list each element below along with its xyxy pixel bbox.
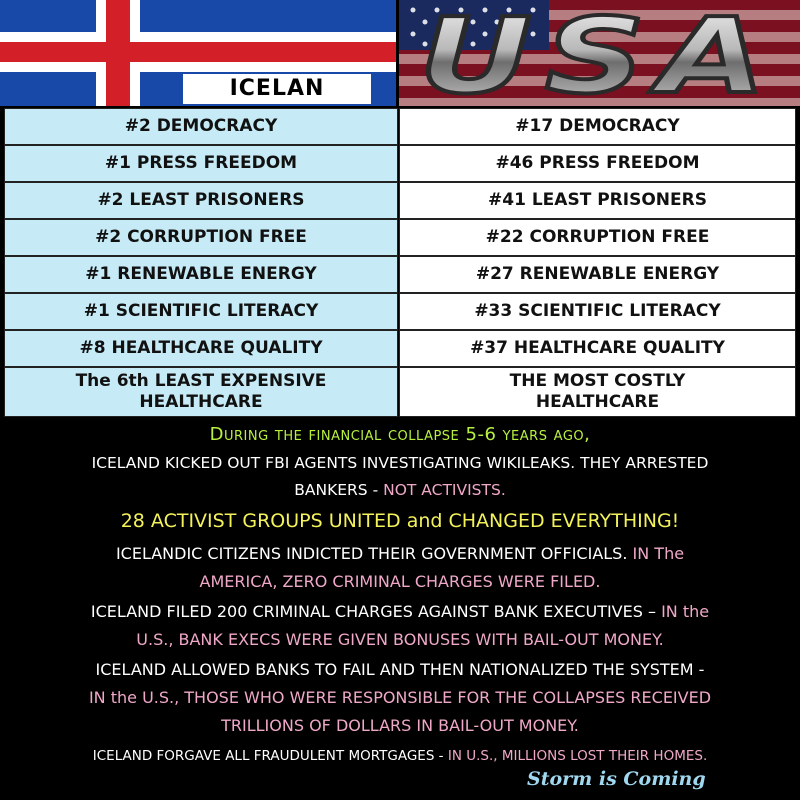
story-line: BANKERS - NOT ACTIVISTS. [294, 481, 506, 499]
usa-flag-banner [399, 0, 800, 106]
headline: During the financial collapse 5-6 years ago, [209, 424, 591, 445]
table-row [4, 145, 796, 182]
usa-cell: THE MOST COSTLY HEALTHCARE [399, 367, 796, 417]
story-line: U.S., BANK EXECS WERE GIVEN BONUSES WITH BAIL-OUT MONEY. [136, 630, 664, 649]
story-line: IN the U.S., THOSE WHO WERE RESPONSIBLE FOR THE COLLAPSES RECEIVED [88, 688, 712, 707]
usa-cell: #41 LEAST PRISONERS [399, 182, 796, 219]
table-row [4, 108, 796, 145]
story-line: ICELAND ALLOWED BANKS TO FAIL AND THEN NATIONALIZED THE SYSTEM - [95, 660, 705, 679]
header [0, 0, 800, 106]
activists-headline: 28 ACTIVIST GROUPS UNITED and CHANGED EVERYTHING! [120, 510, 680, 532]
story-line: TRILLIONS OF DOLLARS IN BAIL-OUT MONEY. [221, 716, 579, 735]
iceland-cell: #2 DEMOCRACY [4, 108, 398, 145]
usa-cell: #46 PRESS FREEDOM [399, 145, 796, 182]
iceland-cell: #2 CORRUPTION FREE [4, 219, 398, 256]
story-line: ICELAND FILED 200 CRIMINAL CHARGES AGAINST BANK EXECUTIVES – IN the [90, 602, 710, 621]
iceland-cell: The 6th LEAST EXPENSIVE HEALTHCARE [4, 367, 398, 417]
usa-cell: #22 CORRUPTION FREE [399, 219, 796, 256]
iceland-label: ICELAN [183, 74, 371, 104]
table-row [4, 367, 796, 417]
table-row [4, 293, 796, 330]
table-row [4, 182, 796, 219]
signature: Storm is Coming [527, 768, 706, 790]
usa-cell: #27 RENEWABLE ENERGY [399, 256, 796, 293]
iceland-cell: #8 HEALTHCARE QUALITY [4, 330, 398, 367]
usa-logo-text: USA [419, 0, 779, 106]
story-line: ICELAND FORGAVE ALL FRAUDULENT MORTGAGES - IN U.S., MILLIONS LOST THEIR HOMES. [92, 748, 708, 764]
iceland-cell: #1 RENEWABLE ENERGY [4, 256, 398, 293]
iceland-cell: #2 LEAST PRISONERS [4, 182, 398, 219]
story-line: ICELANDIC CITIZENS INDICTED THEIR GOVERNMENT OFFICIALS. IN The [115, 544, 685, 563]
story-line: AMERICA, ZERO CRIMINAL CHARGES WERE FILED. [199, 572, 601, 591]
story-line: ICELAND KICKED OUT FBI AGENTS INVESTIGATING WIKILEAKS. THEY ARRESTED [91, 454, 709, 472]
table-row [4, 256, 796, 293]
iceland-cell: #1 SCIENTIFIC LITERACY [4, 293, 398, 330]
usa-cell: #17 DEMOCRACY [399, 108, 796, 145]
iceland-cell: #1 PRESS FREEDOM [4, 145, 398, 182]
usa-cell: #37 HEALTHCARE QUALITY [399, 330, 796, 367]
table-row [4, 219, 796, 256]
usa-cell: #33 SCIENTIFIC LITERACY [399, 293, 796, 330]
iceland-flag [0, 0, 396, 106]
table-row [4, 330, 796, 367]
